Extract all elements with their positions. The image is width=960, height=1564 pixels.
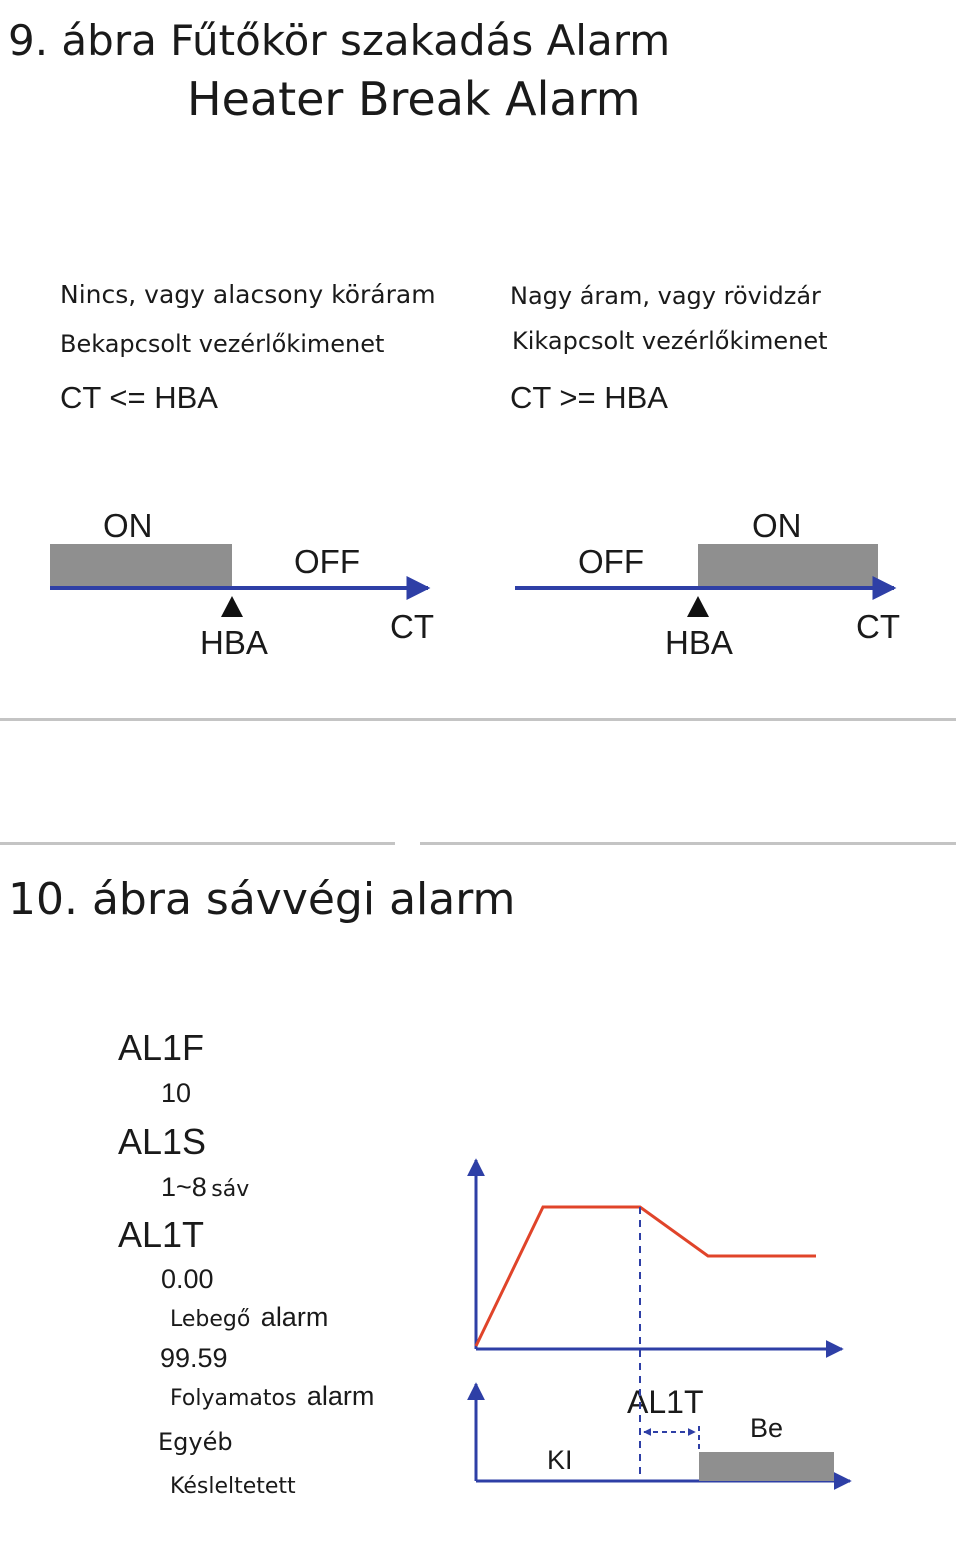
timing-off-label: KI	[547, 1445, 573, 1475]
param-al1s-value: 1~8	[161, 1172, 207, 1202]
left-ct-axis-label: CT	[390, 608, 434, 645]
right-on-label: ON	[752, 507, 802, 544]
continuous-alarm-word: alarm	[306, 1381, 375, 1411]
param-al1f-value: 10	[161, 1078, 192, 1108]
fig10-title: 10. ábra sávvégi alarm	[8, 874, 516, 925]
right-hba-label: HBA	[665, 624, 733, 661]
right-hba-marker-icon	[687, 596, 709, 617]
param-al1s: AL1S	[118, 1121, 207, 1162]
right-on-bar	[698, 544, 878, 588]
right-off-label: OFF	[578, 543, 644, 580]
right-condition-current: Nagy áram, vagy rövidzár	[510, 282, 821, 310]
left-on-bar	[50, 544, 232, 588]
left-condition-current: Nincs, vagy alacsony köráram	[60, 280, 436, 309]
continuous-word: Folyamatos	[170, 1386, 297, 1411]
timing-on-label: Be	[750, 1413, 784, 1443]
param-other-desc: Késleltetett	[170, 1474, 296, 1499]
param-al1t-value-floating: 0.00	[161, 1264, 214, 1294]
right-ct-axis-label: CT	[856, 608, 900, 645]
fig9-subtitle: Heater Break Alarm	[187, 72, 641, 126]
param-al1t: AL1T	[118, 1214, 205, 1255]
timing-on-bar	[699, 1452, 834, 1481]
fig9-title: 9. ábra Fűtőkör szakadás Alarm	[8, 16, 671, 65]
timing-al1t-label: AL1T	[627, 1384, 704, 1420]
right-condition-output: Kikapcsolt vezérlőkimenet	[512, 327, 828, 355]
left-condition-output: Bekapcsolt vezérlőkimenet	[60, 330, 385, 358]
left-hba-label: HBA	[200, 624, 268, 661]
right-condition-formula: CT >= HBA	[510, 380, 668, 415]
left-hba-marker-icon	[221, 596, 243, 617]
param-al1s-unit: sáv	[211, 1177, 250, 1202]
process-curve	[476, 1207, 816, 1346]
left-on-label: ON	[103, 507, 153, 544]
left-condition-formula: CT <= HBA	[60, 380, 218, 415]
param-al1t-value-continuous: 99.59	[160, 1343, 228, 1373]
param-al1f: AL1F	[118, 1027, 205, 1068]
floating-alarm-word: alarm	[260, 1302, 329, 1332]
floating-word: Lebegő	[170, 1307, 251, 1332]
left-off-label: OFF	[294, 543, 360, 580]
param-other: Egyéb	[158, 1428, 233, 1456]
